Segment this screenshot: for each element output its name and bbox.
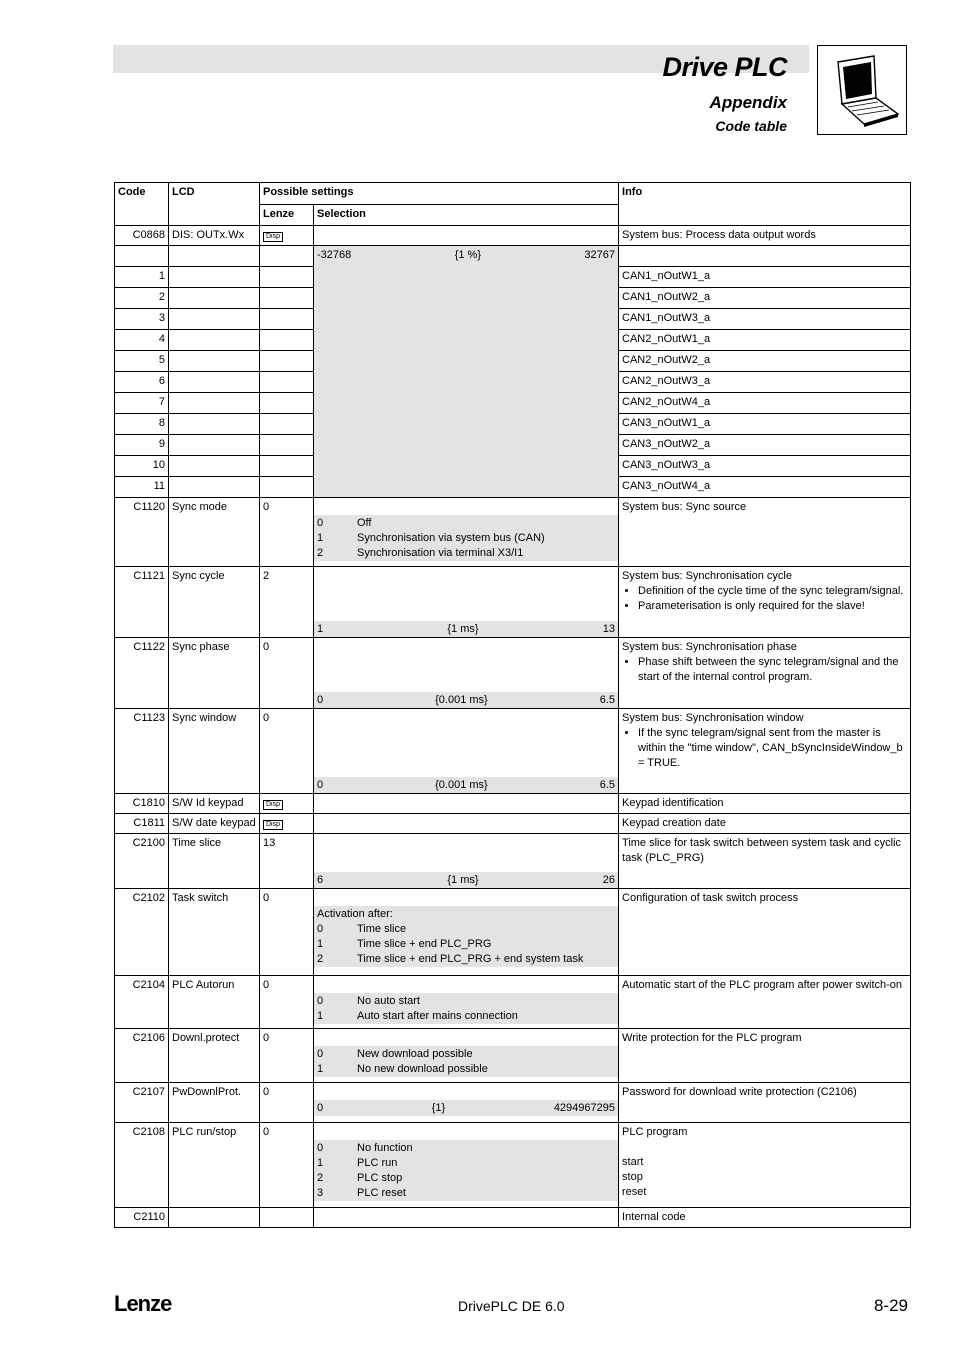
table-row	[115, 246, 911, 267]
selection-cell	[314, 709, 619, 794]
table-row: 9 CAN3_nOutW2_a	[115, 435, 911, 456]
table-row: C1122 Sync phase 0 0 {0.001 ms} 6.5 System bus: Synchronisation phase • Phase shift between the sync telegram/signal and the start of the internal control program.	[115, 638, 911, 709]
code-table	[114, 182, 911, 1228]
col-header-selection: Selection	[314, 205, 619, 226]
col-header-possible-settings: Possible settings	[260, 183, 619, 205]
value-range: 0 {0.001 ms} 6.5	[314, 777, 618, 793]
option-row: 2 Synchronisation via terminal X3/I1	[317, 547, 524, 559]
section-title: Code table	[715, 118, 787, 134]
option-row: 2 PLC stop	[317, 1172, 403, 1184]
table-row: C2108 PLC run/stop 0 0 No function 1 PLC run 2 PLC stop 3 PLC reset PLC program start stop reset	[115, 1123, 911, 1208]
document-id: DrivePLC DE 6.0	[458, 1298, 565, 1314]
option-row: 1 Auto start after mains connection	[317, 1010, 518, 1022]
table-row: C2102 Task switch 0 Activation after: 0 Time slice 1 Time slice + end PLC_PRG 2 Time slice + end PLC_PRG + end system task Configuration of task switch process	[115, 889, 911, 976]
table-row: 3 CAN1_nOutW3_a	[115, 309, 911, 330]
selection-cell	[314, 834, 619, 889]
lenze-logo: Lenze	[114, 1291, 172, 1316]
table-row: 4 CAN2_nOutW1_a	[115, 330, 911, 351]
option-row: 1 No new download possible	[317, 1063, 488, 1075]
table-row: C2110 Internal code	[115, 1208, 911, 1228]
table-row: C1121 Sync cycle 2 1 {1 ms} 13 System bus: Synchronisation cycle • Definition of the cycle time of the sync telegram/signal. • Parameterisation is only required for the slave!	[115, 567, 911, 638]
table-row: 2 CAN1_nOutW2_a	[115, 288, 911, 309]
disp-badge: Disp	[263, 820, 283, 830]
selection-cell: Activation after: 0 Time slice 1 Time slice + end PLC_PRG 2 Time slice + end PLC_PRG + end system task	[314, 889, 619, 976]
table-row: C2104 PLC Autorun 0 0 No auto start 1 Auto start after mains connection Automatic start of the PLC program after power switch-on	[115, 976, 911, 1029]
col-header-info: Info	[619, 183, 911, 226]
selection-cell	[314, 1029, 619, 1083]
selection-cell	[314, 1083, 619, 1123]
option-row: 1 Synchronisation via system bus (CAN)	[317, 532, 545, 544]
col-header-code: Code	[115, 183, 169, 226]
option-row: 0 New download possible	[317, 1048, 473, 1060]
laptop-icon	[818, 46, 908, 136]
value-range: 0 {0.001 ms} 6.5	[314, 692, 618, 708]
page-title: Drive PLC	[662, 52, 787, 82]
selection-cell	[314, 638, 619, 709]
selection-cell	[314, 567, 619, 638]
table-row: 6 CAN2_nOutW3_a	[115, 372, 911, 393]
option-row: 0 No function	[317, 1142, 413, 1154]
table-row: 8 CAN3_nOutW1_a	[115, 414, 911, 435]
table-row: 5 CAN2_nOutW2_a	[115, 351, 911, 372]
value-range: 6 {1 ms} 26	[314, 872, 618, 888]
option-row: 0 Off	[317, 517, 372, 529]
chapter-title: Appendix	[709, 93, 787, 112]
selection-cell	[314, 976, 619, 1029]
disp-badge: Disp	[263, 800, 283, 810]
table-row: C2106 Downl.protect 0 0 New download possible 1 No new download possible Write protection for the PLC program	[115, 1029, 911, 1083]
selection-cell	[314, 1123, 619, 1208]
table-row: C2100 Time slice 13 6 {1 ms} 26 Time slice for task switch between system task and cyclic task (PLC_PRG)	[115, 834, 911, 889]
table-row: 1 CAN1_nOutW1_a	[115, 267, 911, 288]
option-row: 0 Time slice	[317, 923, 407, 935]
table-row: C2107 PwDownlProt. 0 0 {1} 4294967295 Password for download write protection (C2106)	[115, 1083, 911, 1123]
option-row: 2 Time slice + end PLC_PRG + end system task	[317, 953, 584, 965]
table-row: C1810 S/W Id keypad Disp Keypad identification	[115, 794, 911, 814]
laptop-icon-box	[817, 45, 907, 135]
value-range: -32768 {1 %} 32767	[317, 249, 616, 261]
disp-badge: Disp	[263, 232, 283, 242]
table-row: 10 CAN3_nOutW3_a	[115, 456, 911, 477]
selection-cell	[314, 498, 619, 567]
col-header-lenze: Lenze	[260, 205, 314, 226]
table-row: C0868 DIS: OUTx.Wx Disp System bus: Process data output words	[115, 226, 911, 246]
option-row: 0 No auto start	[317, 995, 420, 1007]
value-range: 0 {1} 4294967295	[314, 1100, 618, 1116]
value-range: 1 {1 ms} 13	[314, 621, 618, 637]
table-row: 7 CAN2_nOutW4_a	[115, 393, 911, 414]
table-row: C1123 Sync window 0 0 {0.001 ms} 6.5 System bus: Synchronisation window • If the sync telegram/signal sent from the master is within the "time window", CAN_bSyncInsideWindow_b = TRUE.	[115, 709, 911, 794]
option-row: 1 PLC run	[317, 1157, 398, 1169]
table-row: 11 CAN3_nOutW4_a	[115, 477, 911, 498]
option-row: 3 PLC reset	[317, 1187, 406, 1199]
table-row: C1811 S/W date keypad Disp Keypad creation date	[115, 814, 911, 834]
table-row: C1120 Sync mode 0 0 Off 1 Synchronisation via system bus (CAN) 2 Synchronisation via terminal X3/I1 System bus: Sync source	[115, 498, 911, 567]
range-cell	[314, 246, 619, 498]
page-number: 8-29	[873, 1296, 908, 1315]
option-row: 1 Time slice + end PLC_PRG	[317, 938, 492, 950]
col-header-lcd: LCD	[169, 183, 260, 226]
